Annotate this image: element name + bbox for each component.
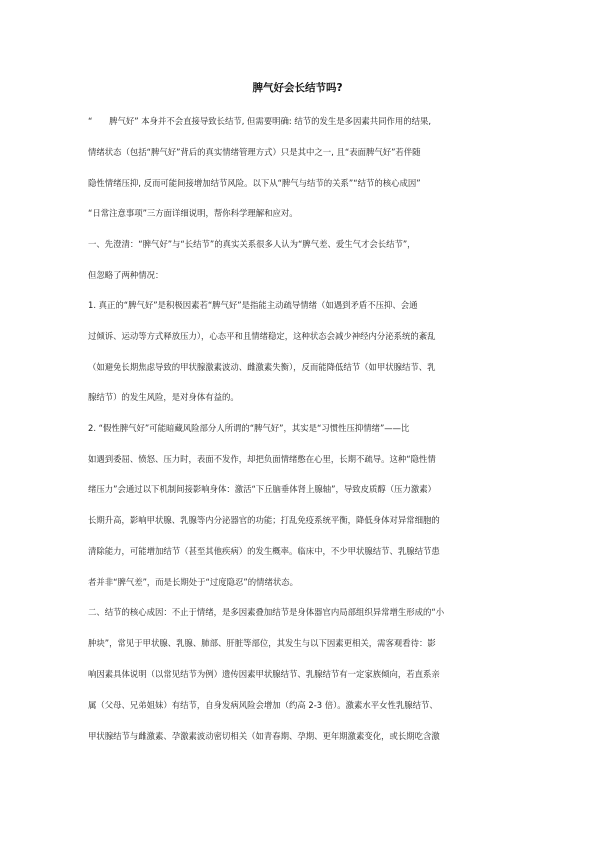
body-line: 属（父母、兄弟姐妹）有结节，自身发病风险会增加（约高 2-3 倍）。激素水平女性乳腺结节、 bbox=[88, 700, 438, 710]
body-line: （如避免长期焦虑导致的甲状腺激素波动、雌激素失衡），反而能降低结节（如甲状腺结节、乳 bbox=[88, 362, 436, 372]
body-line: 但忽略了两种情况： bbox=[88, 270, 164, 280]
body-line: 二、结节的核心成因：不止于情绪，是多因素叠加结节是身体器官内局部组织异常增生形成的“小 bbox=[88, 607, 445, 617]
body-line: 者并非“脾气差”，而是长期处于“过度隐忍”的情绪状态。 bbox=[88, 577, 298, 587]
body-line: 如遇到委屈、愤怒、压力时，表面不发作，却把负面情绪憋在心里，长期不疏导。这种“隐性情 bbox=[88, 454, 436, 464]
body-line: 长期升高，影响甲状腺、乳腺等内分泌器官的功能；打乱免疫系统平衡，降低身体对异常细胞的 bbox=[88, 515, 440, 525]
body-line: “日常注意事项”三方面详细说明，帮你科学理解和应对。 bbox=[88, 208, 298, 218]
body-line: 过倾诉、运动等方式释放压力），心态平和且情绪稳定，这种状态会减少神经内分泌系统的紊乱 bbox=[88, 331, 436, 341]
body-line: 清除能力，可能增加结节（甚至其他疾病）的发生概率。临床中，不少甲状腺结节、乳腺结节患 bbox=[88, 546, 440, 556]
body-line: 隐性情绪压抑, 反而可能间接增加结节风险。以下从“脾气与结节的关系”“结节的核心成因” bbox=[88, 178, 421, 188]
body-line: 情绪状态（包括“脾气好”背后的真实情绪管理方式）只是其中之一, 且“表面脾气好”若伴随 bbox=[88, 147, 421, 157]
body-line: 响因素具体说明（以常见结节为例）遗传因素甲状腺结节、乳腺结节有一定家族倾向，若直系亲 bbox=[88, 669, 440, 679]
page-title: 脾气好会长结节吗? bbox=[252, 82, 343, 94]
body-line: 绪压力”会通过以下机制间接影响身体：激活“下丘脑垂体肾上腺轴”，导致皮质醇（压力激素） bbox=[88, 484, 437, 494]
body-line: 甲状腺结节与雌激素、孕激素波动密切相关（如青春期、孕期、更年期激素变化，或长期吃含激 bbox=[88, 731, 440, 741]
body-line: 腺结节）的发生风险，是对身体有益的。 bbox=[88, 392, 239, 402]
body-line: 1. 真正的“脾气好”是积极因素若“脾气好”是指能主动疏导情绪（如遇到矛盾不压抑、会通 bbox=[88, 300, 418, 310]
body-line: 2. “假性脾气好”可能暗藏风险部分人所谓的“脾气好”，其实是“习惯性压抑情绪”——比 bbox=[88, 423, 410, 433]
body-line: “ 脾气好” 本身并不会直接导致长结节, 但需要明确: 结节的发生是多因素共同作用的结果, bbox=[88, 116, 432, 126]
body-line: 一、先澄清：“脾气好”与“长结节”的真实关系很多人认为“脾气差、爱生气才会长结节”， bbox=[88, 239, 416, 249]
body-line: 肿块”，常见于甲状腺、乳腺、肺部、肝脏等部位，其发生与以下因素更相关，需客观看待：影 bbox=[88, 638, 436, 648]
